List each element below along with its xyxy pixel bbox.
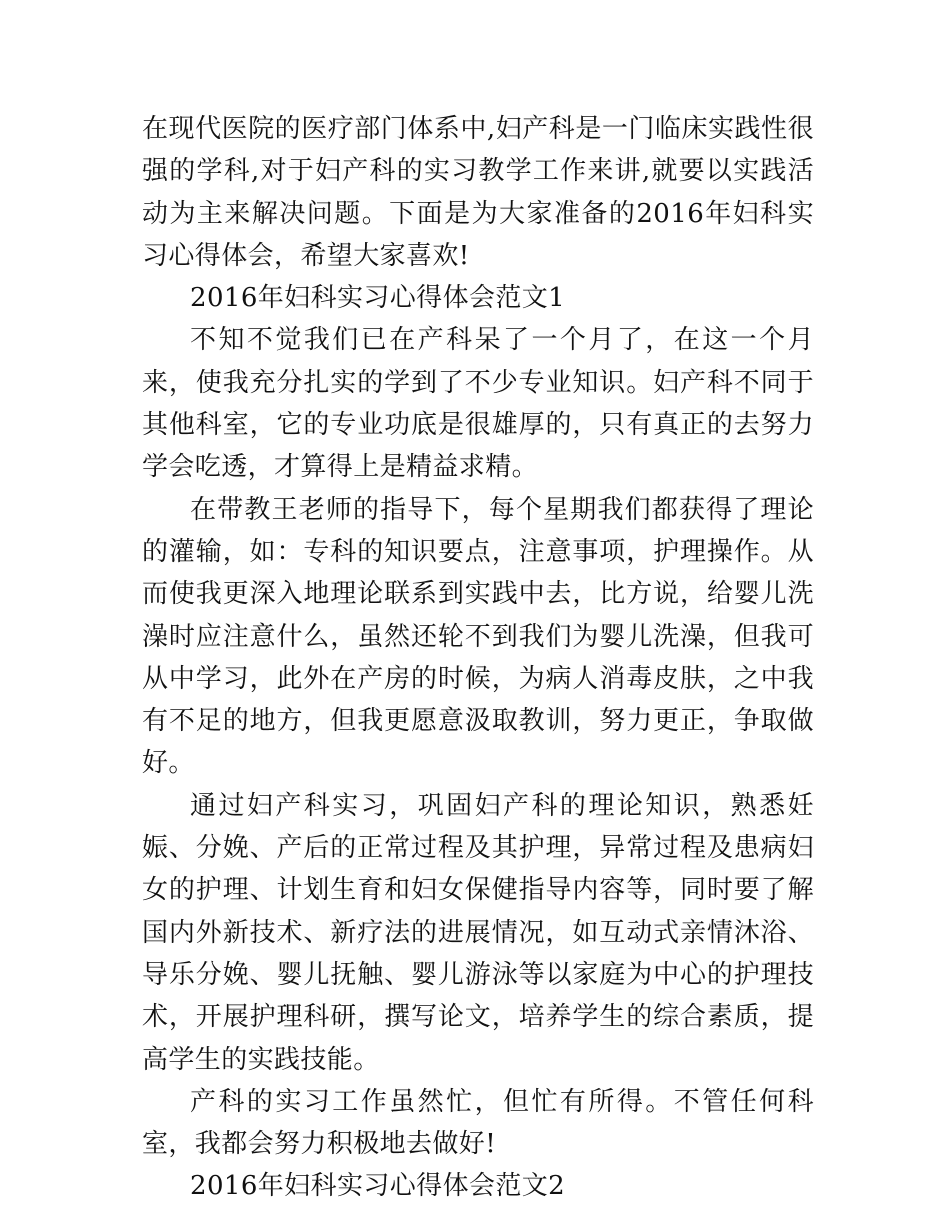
section-1-paragraph-3: 通过妇产科实习，巩固妇产科的理论知识，熟悉妊娠、分娩、产后的正常过程及其护理，异常过程及患病妇女的护理、计划生育和妇女保健指导内容等，同时要了解国内外新技术、新疗法的进展情况，如互动式亲情沐浴、导乐分娩、婴儿抚触、婴儿游泳等以家庭为中心的护理技术，开展护理科研，撰写论文，培养学生的综合素质，提高学生的实践技能。 [142, 790, 814, 1075]
section-1-paragraph-1: 不知不觉我们已在产科呆了一个月了，在这一个月来，使我充分扎实的学到了不少专业知识。妇产科不同于其他科室，它的专业功底是很雄厚的，只有真正的去努力学会吃透，才算得上是精益求精。 [142, 325, 814, 483]
section-1-heading: 2016年妇科实习心得体会范文1 [190, 283, 566, 314]
document-body [142, 108, 814, 1208]
section-1-paragraph-4: 产科的实习工作虽然忙，但忙有所得。不管任何科室，我都会努力积极地去做好! [142, 1086, 814, 1160]
section-1-paragraph-2: 在带教王老师的指导下，每个星期我们都获得了理论的灌输，如：专科的知识要点，注意事项，护理操作。从而使我更深入地理论联系到实践中去，比方说，给婴儿洗澡时应注意什么，虽然还轮不到我们为婴儿洗澡，但我可从中学习，此外在产房的时候，为病人消毒皮肤，之中我有不足的地方，但我更愿意汲取教训，努力更正，争取做好。 [142, 494, 814, 779]
intro-paragraph: 在现代医院的医疗部门体系中,妇产科是一门临床实践性很强的学科,对于妇产科的实习教学工作来讲,就要以实践活动为主来解决问题。下面是为大家准备的2016年妇科实习心得体会，希望大家喜欢! [142, 114, 814, 271]
section-2-heading: 2016年妇科实习心得体会范文2 [190, 1171, 566, 1202]
